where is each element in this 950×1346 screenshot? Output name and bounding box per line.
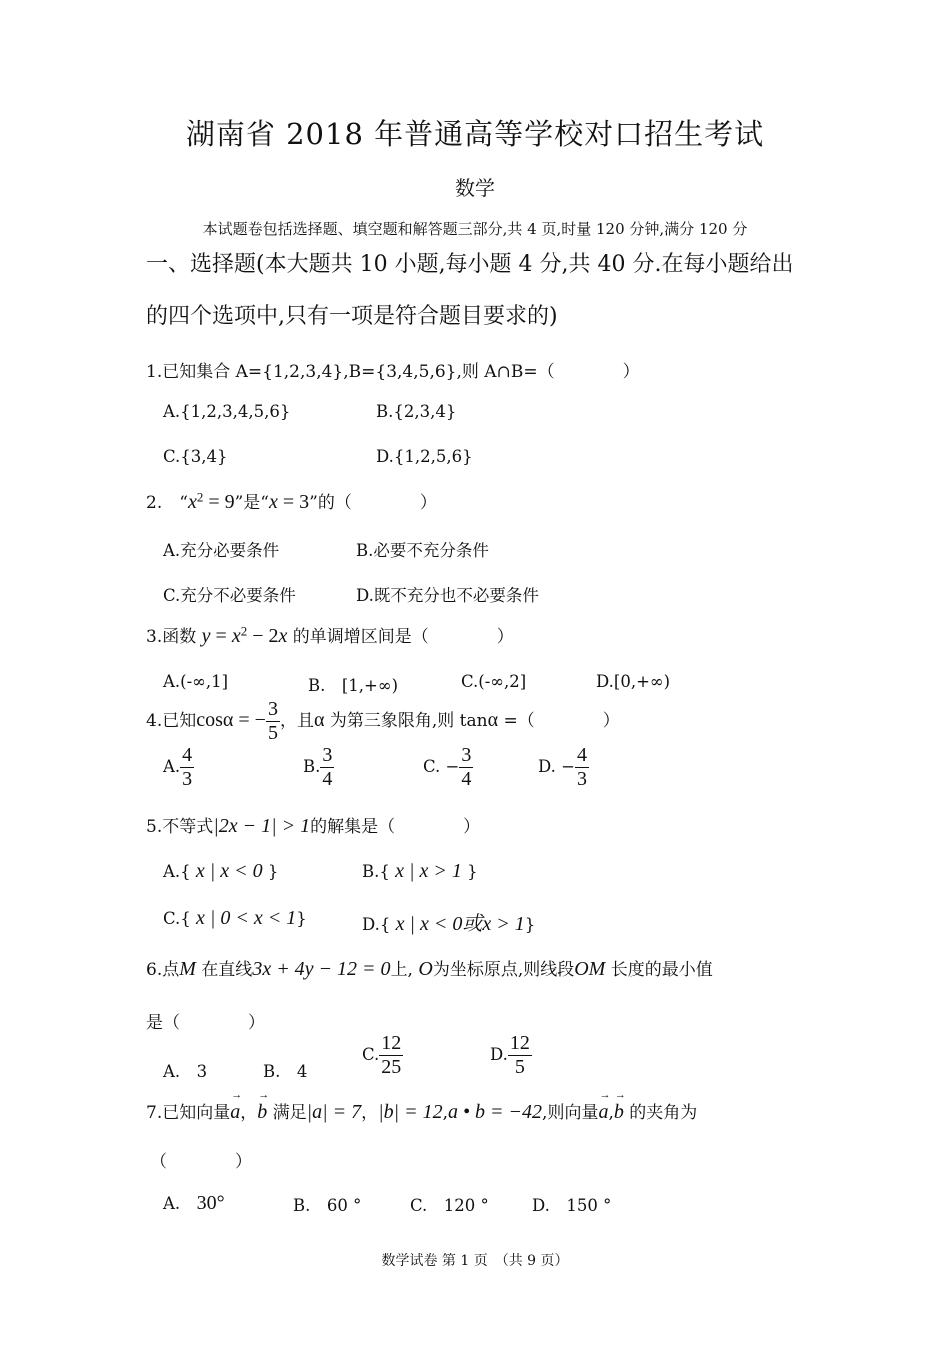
q4-option-b-fraction bbox=[320, 744, 334, 791]
q7-tail: ,则向量 bbox=[542, 1103, 599, 1123]
q4-frac-num: 3 bbox=[267, 698, 278, 720]
q7-prefix: 7.已知向量 bbox=[146, 1103, 231, 1123]
q4-b-num: 3 bbox=[322, 744, 333, 766]
q5-option-d bbox=[362, 907, 535, 936]
q5-option-c bbox=[163, 907, 307, 930]
q4-alpha2: α bbox=[313, 709, 325, 731]
section-heading-line1: 一、选择题(本大题共 10 小题,每小题 4 分,共 40 分.在每小题给出 bbox=[146, 252, 794, 277]
q6-c-label: C. bbox=[362, 1045, 380, 1064]
question-6-line2: 是（ ） bbox=[146, 1013, 265, 1033]
q2-exp: 2 bbox=[196, 489, 204, 505]
q4-option-b bbox=[303, 744, 334, 791]
q6-mid2: 上, bbox=[390, 960, 413, 980]
q7-option-c: C. 120 ° bbox=[410, 1196, 489, 1215]
q4-c-den: 4 bbox=[461, 768, 472, 790]
q1-option-a: A.{1,2,3,4,5,6} bbox=[163, 402, 291, 421]
q3-minus: − 2 bbox=[247, 625, 279, 647]
q6-prefix: 6.点 bbox=[146, 960, 180, 980]
q5-a-end: } bbox=[267, 862, 279, 881]
q6-tail: 长度的最小值 bbox=[610, 960, 713, 980]
q5-b-math: x | x > 1 bbox=[395, 860, 462, 882]
q4-alpha3: α bbox=[487, 709, 499, 731]
q4-alpha: α bbox=[222, 709, 234, 731]
q2-quote-open: “ bbox=[179, 493, 188, 513]
q3-tail: 的单调增区间是（ ） bbox=[292, 627, 514, 647]
q6-option-a: A. 3 bbox=[163, 1062, 208, 1081]
q3-var-x: x bbox=[231, 625, 241, 647]
q5-d-math: x | x < 0或x > 1 bbox=[395, 913, 525, 935]
q3-eq: = bbox=[210, 625, 232, 647]
q7-vec-a2: → a bbox=[598, 1101, 608, 1124]
q2-mid: ”是“ bbox=[234, 493, 269, 513]
q4-d-num: 4 bbox=[576, 744, 587, 766]
q3-option-a: A.(-∞,1] bbox=[163, 672, 229, 691]
q4-mid: ，且 bbox=[279, 711, 314, 731]
q5-c-label: C.{ bbox=[163, 909, 191, 928]
q7-tail2: 的夹角为 bbox=[629, 1103, 698, 1123]
q4-option-a bbox=[163, 744, 194, 791]
q6-c-fraction bbox=[379, 1032, 403, 1079]
q4-option-a-label: A. bbox=[163, 757, 181, 776]
q6-mid1: 在直线 bbox=[201, 960, 253, 980]
q4-option-c-label: C. − bbox=[423, 757, 460, 776]
q3-var-x2: x bbox=[278, 625, 288, 647]
q3-prefix: 3.函数 bbox=[146, 627, 197, 647]
q4-fraction bbox=[266, 698, 280, 745]
q5-option-a bbox=[163, 860, 278, 883]
q7-option-b: B. 60 ° bbox=[293, 1196, 362, 1215]
q2-var-x2: x bbox=[269, 491, 278, 513]
q7-comma4: , bbox=[608, 1103, 614, 1123]
q5-d-end: } bbox=[524, 915, 536, 934]
q5-expr: |2x − 1| > 1 bbox=[213, 815, 311, 837]
q2-option-d: D.既不充分也不必要条件 bbox=[356, 586, 539, 605]
question-5-stem bbox=[146, 812, 480, 838]
q4-option-c-fraction bbox=[459, 744, 473, 791]
q7-option-d: D. 150 ° bbox=[532, 1196, 612, 1215]
q4-option-b-label: B. bbox=[303, 757, 321, 776]
q6-d-den: 5 bbox=[514, 1056, 525, 1078]
q3-option-c: C.(-∞,2] bbox=[461, 672, 527, 691]
q5-b-end: } bbox=[467, 862, 478, 881]
page-footer: 数学试卷 第 1 页 （共 9 页） bbox=[381, 1253, 569, 1269]
q2-option-a: A.充分必要条件 bbox=[163, 541, 280, 560]
q6-c-den: 25 bbox=[381, 1056, 402, 1078]
subject-title: 数学 bbox=[455, 176, 495, 200]
q7-comma2: ， bbox=[361, 1103, 379, 1123]
question-1-stem: 1.已知集合 A={1,2,3,4},B={3,4,5,6},则 A∩B=（ ） bbox=[146, 362, 640, 382]
question-7-line2: （ ） bbox=[150, 1152, 252, 1172]
q4-a-den: 3 bbox=[182, 768, 193, 790]
q5-b-label: B.{ bbox=[362, 862, 390, 881]
q4-eq: = − bbox=[233, 709, 266, 731]
q7-vec-b2: → b bbox=[614, 1101, 624, 1124]
q7-comma3: , bbox=[442, 1103, 449, 1123]
q2-eq9: = 9 bbox=[203, 491, 235, 513]
q5-d-label: D.{ bbox=[362, 915, 391, 934]
q4-option-a-fraction bbox=[180, 744, 194, 791]
q6-option-b: B. 4 bbox=[263, 1062, 308, 1081]
q6-option-d bbox=[490, 1032, 532, 1079]
q3-exp: 2 bbox=[240, 623, 248, 639]
q6-line-eq: 3x + 4y − 12 = 0 bbox=[252, 958, 391, 980]
q5-prefix: 5.不等式 bbox=[146, 817, 214, 837]
q6-d-label: D. bbox=[490, 1045, 508, 1064]
q5-a-label: A.{ bbox=[163, 862, 191, 881]
question-3-stem bbox=[146, 622, 514, 648]
q5-tail: 的解集是（ ） bbox=[310, 817, 481, 837]
q6-segment-om: OM bbox=[574, 958, 606, 980]
question-7-stem bbox=[146, 1098, 697, 1124]
q3-option-b: B. [1,+∞) bbox=[308, 676, 399, 695]
q4-b-den: 4 bbox=[322, 768, 333, 790]
q7-mid1: 满足 bbox=[272, 1103, 307, 1123]
q7-option-a bbox=[163, 1190, 225, 1215]
q7-vec-a: → a bbox=[230, 1101, 240, 1124]
q2-eq3: = 3 bbox=[277, 491, 310, 513]
q2-var-x: x bbox=[187, 491, 197, 513]
q4-frac-den: 5 bbox=[267, 722, 278, 744]
q5-option-b bbox=[362, 860, 478, 883]
q5-c-math: x | 0 < x < 1 bbox=[196, 907, 297, 929]
q7-dot-product: a • b = −42 bbox=[448, 1101, 543, 1123]
q6-origin: O bbox=[418, 958, 433, 980]
q5-c-end: } bbox=[296, 909, 307, 928]
exam-info: 本试题卷包括选择题、填空题和解答题三部分,共 4 页,时量 120 分钟,满分 120 分 bbox=[202, 220, 748, 238]
q6-d-num: 12 bbox=[509, 1032, 530, 1054]
q6-mid3: 为坐标原点,则线段 bbox=[432, 960, 575, 980]
q6-d-fraction bbox=[508, 1032, 532, 1079]
q6-point-m: M bbox=[179, 958, 196, 980]
q5-a-math: x | x < 0 bbox=[195, 860, 263, 882]
q6-c-num: 12 bbox=[381, 1032, 402, 1054]
q1-option-b: B.{2,3,4} bbox=[376, 402, 457, 421]
q7-abs-b: |b| = 12 bbox=[378, 1101, 443, 1123]
q4-prefix: 4.已知 bbox=[146, 711, 197, 731]
q4-mid2: 为第三象限角,则 tan bbox=[329, 711, 488, 731]
q3-option-d: D.[0,+∞) bbox=[596, 672, 671, 691]
q2-number: 2. bbox=[146, 493, 163, 513]
question-6-stem bbox=[146, 955, 713, 981]
q4-option-d bbox=[538, 744, 589, 791]
q4-cos: cos bbox=[196, 709, 223, 731]
exam-title: 湖南省 2018 年普通高等学校对口招生考试 bbox=[185, 117, 765, 151]
q1-option-d: D.{1,2,5,6} bbox=[376, 447, 473, 466]
q7-abs-a: |a| = 7 bbox=[306, 1101, 362, 1123]
q6-option-c bbox=[362, 1032, 403, 1079]
question-2-stem bbox=[146, 488, 437, 514]
q4-tail: =（ ） bbox=[498, 711, 620, 731]
q4-c-num: 3 bbox=[461, 744, 472, 766]
q4-option-d-label: D. − bbox=[538, 757, 575, 776]
q7-comma1: ， bbox=[240, 1103, 258, 1123]
q4-option-d-fraction bbox=[575, 744, 589, 791]
q4-a-num: 4 bbox=[182, 744, 193, 766]
q1-option-c: C.{3,4} bbox=[163, 447, 228, 466]
q4-option-c bbox=[423, 744, 473, 791]
q2-option-c: C.充分不必要条件 bbox=[163, 586, 296, 605]
q2-tail: ”的（ ） bbox=[309, 493, 437, 513]
question-4-stem bbox=[146, 698, 620, 745]
q7-a-value: 30° bbox=[196, 1192, 225, 1214]
q4-d-den: 3 bbox=[576, 768, 587, 790]
q7-a-label: A. bbox=[163, 1194, 181, 1213]
q2-option-b: B.必要不充分条件 bbox=[356, 541, 489, 560]
q3-var-y: y bbox=[201, 625, 211, 647]
q7-vec-b: → b bbox=[257, 1101, 267, 1124]
section-heading-line2: 的四个选项中,只有一项是符合题目要求的) bbox=[146, 304, 558, 329]
